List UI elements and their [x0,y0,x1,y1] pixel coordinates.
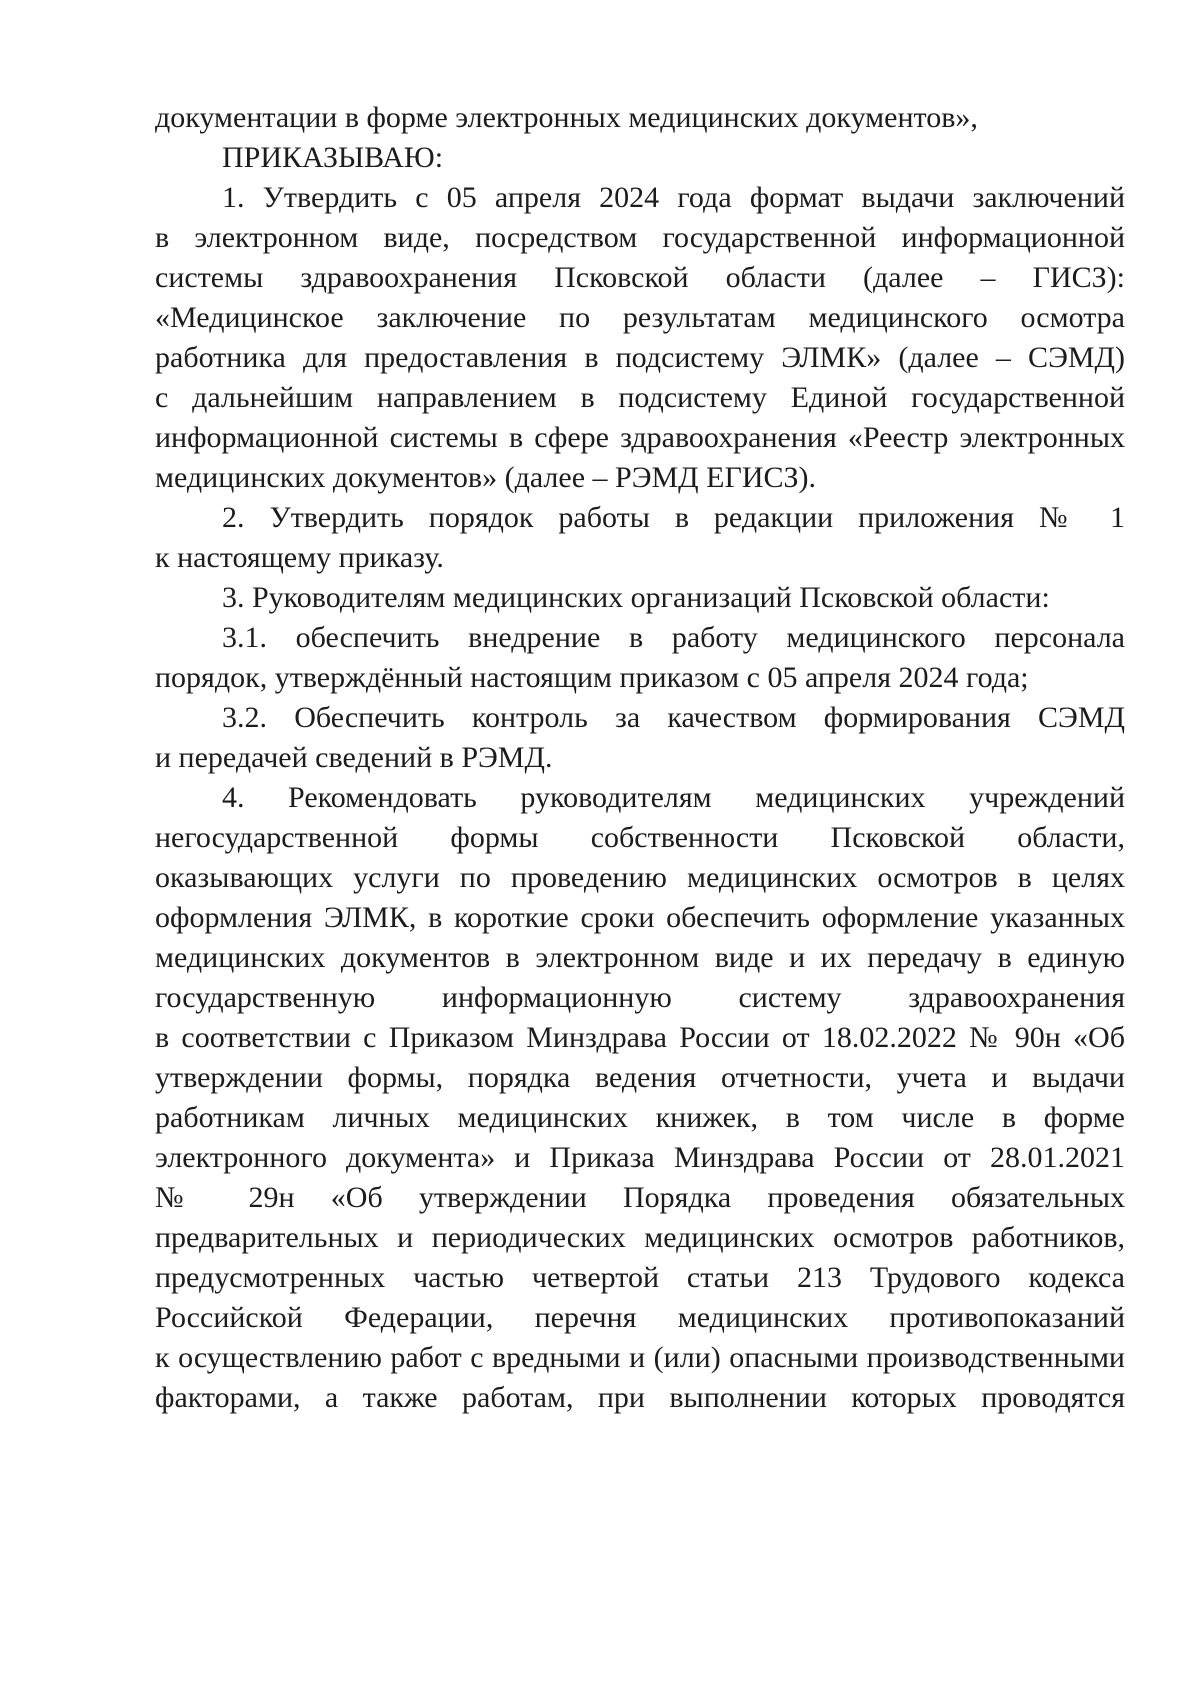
text-line: государственную информационную систему здравоохранения [155,981,1125,1014]
text-line: к настоящему приказу. [155,541,444,574]
text-line: 3.2. Обеспечить контроль за качеством формирования СЭМД [222,701,1125,734]
text-line: работникам личных медицинских книжек, в том числе в форме [155,1101,1125,1134]
text-line: работника для предоставления в подсистему ЭЛМК» (далее – СЭМД) [155,341,1125,374]
text-line: медицинских документов в электронном виде и их передачу в единую [155,941,1125,974]
text-line: утверждении формы, порядка ведения отчетности, учета и выдачи [155,1061,1125,1094]
text-line: негосударственной формы собственности Псковской области, [155,821,1125,854]
text-line: 3. Руководителям медицинских организаций Псковской области: [222,581,1050,614]
text-line: предварительных и периодических медицинских осмотров работников, [155,1221,1125,1254]
text-line: факторами, а также работам, при выполнении которых проводятся [155,1381,1125,1414]
text-line: порядок, утверждённый настоящим приказом с 05 апреля 2024 года; [155,661,1029,694]
text-line: оказывающих услуги по проведению медицинских осмотров в целях [155,861,1125,894]
text-line: 3.1. обеспечить внедрение в работу медицинского персонала [222,621,1125,654]
text-line: Российской Федерации, перечня медицинских противопоказаний [155,1301,1125,1334]
text-line: с дальнейшим направлением в подсистему Единой государственной [155,381,1125,414]
order-heading: ПРИКАЗЫВАЮ: [222,141,444,174]
text-line: предусмотренных частью четвертой статьи 213 Трудового кодекса [155,1261,1125,1294]
text-line: «Медицинское заключение по результатам медицинского осмотра [155,301,1125,334]
text-line: и передачей сведений в РЭМД. [155,741,553,774]
text-line: 4. Рекомендовать руководителям медицинских учреждений [222,781,1125,814]
text-line: к осуществлению работ с вредными и (или) опасными производственными [155,1341,1125,1374]
text-line: № 29н «Об утверждении Порядка проведения обязательных [155,1181,1125,1214]
text-line: медицинских документов» (далее – РЭМД ЕГИСЗ). [155,461,817,494]
text-line: системы здравоохранения Псковской области (далее – ГИСЗ): [155,261,1125,294]
text-line: в электронном виде, посредством государственной информационной [155,221,1125,254]
text-line: 2. Утвердить порядок работы в редакции приложения № 1 [222,501,1125,534]
text-line: 1. Утвердить с 05 апреля 2024 года формат выдачи заключений [222,181,1125,214]
text-line: оформления ЭЛМК, в короткие сроки обеспечить оформление указанных [155,901,1125,934]
text-line: в соответствии с Приказом Минздрава России от 18.02.2022 № 90н «Об [155,1021,1125,1054]
text-line: информационной системы в сфере здравоохранения «Реестр электронных [155,421,1125,454]
text-line: документации в форме электронных медицинских документов», [155,101,978,134]
text-line: электронного документа» и Приказа Минздрава России от 28.01.2021 [155,1141,1125,1174]
